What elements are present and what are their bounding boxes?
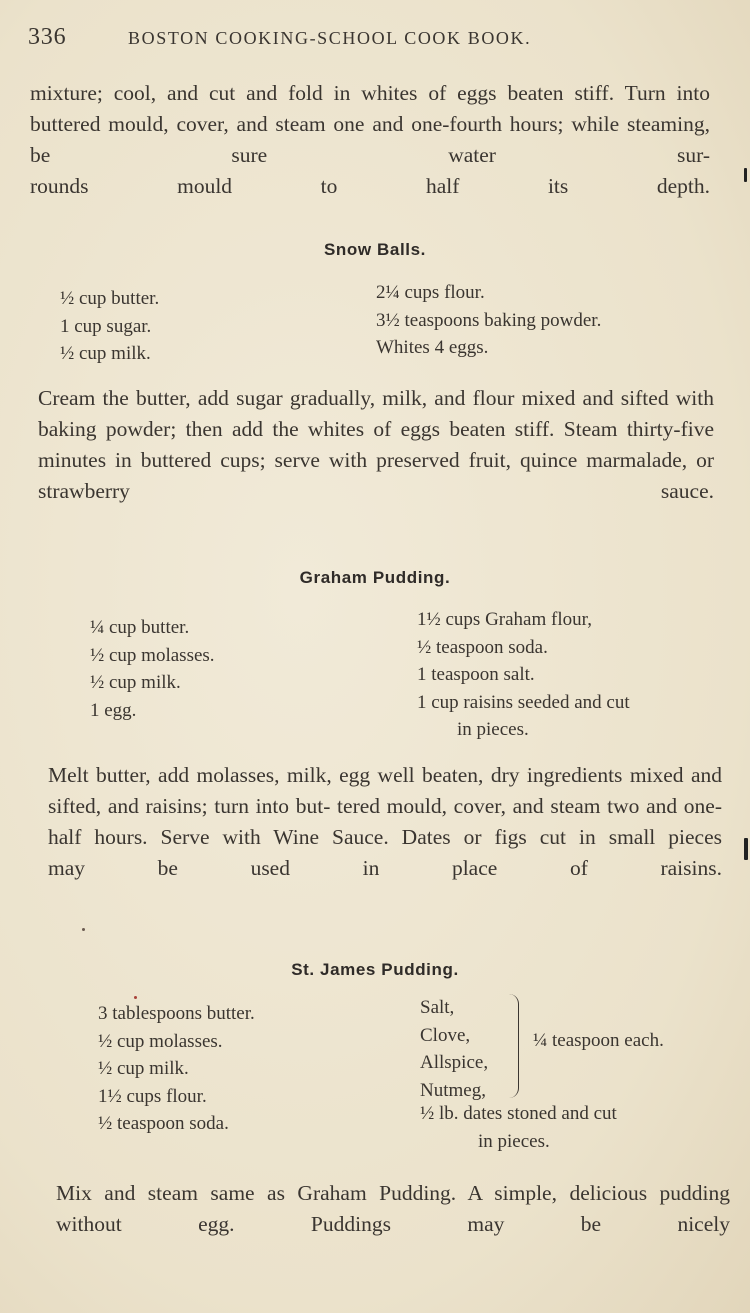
ingredients-right-graham-pudding bbox=[417, 606, 630, 744]
page-edge-mark bbox=[744, 168, 747, 182]
ingredient: ½ cup molasses. bbox=[90, 644, 215, 666]
ingredient: 1 egg. bbox=[90, 699, 137, 721]
ingredient: in pieces. bbox=[478, 1130, 550, 1152]
ingredient: 3½ teaspoons baking powder. bbox=[376, 309, 602, 331]
ingredient: ½ teaspoon soda. bbox=[417, 636, 548, 658]
page-edge-mark bbox=[744, 838, 748, 860]
ingredients-left-graham-pudding bbox=[90, 614, 215, 724]
ingredient: 1 teaspoon salt. bbox=[417, 664, 535, 685]
spice: Allspice, bbox=[420, 1052, 489, 1073]
ingredient: 1 cup sugar. bbox=[60, 315, 152, 337]
recipe-title-st-james-pudding: St. James Pudding. bbox=[291, 960, 459, 979]
spice-list bbox=[420, 994, 488, 1104]
spice: Nutmeg, bbox=[420, 1079, 486, 1101]
ingredient: ½ cup molasses. bbox=[98, 1030, 223, 1052]
ingredients-left-st-james-pudding bbox=[98, 1000, 255, 1138]
brace-mark bbox=[508, 994, 519, 1098]
method-graham-pudding: Melt butter, add molasses, milk, egg well beaten, dry ingredients mixed and sifted, and raisins; turn into but- tered mould, cover, and steam two and one-half hours. Serve with Wine Sauce. Dates or figs cut in small pieces may be used in place of raisins. bbox=[48, 763, 722, 880]
ingredient: 1½ cups flour. bbox=[98, 1085, 207, 1107]
ink-speck bbox=[134, 996, 137, 999]
intro-paragraph: mixture; cool, and cut and fold in whites of eggs beaten stiff. Turn into buttered mould, cover, and steam one and one-fourth hours; while steaming, be sure water sur- rounds mould to half its depth. bbox=[30, 81, 710, 198]
recipe-title-snow-balls: Snow Balls. bbox=[323, 240, 426, 259]
ingredients-left-snow-balls bbox=[60, 285, 159, 368]
ingredient: Whites 4 eggs. bbox=[376, 337, 489, 358]
spice: Clove, bbox=[420, 1024, 471, 1046]
running-title: BOSTON COOKING-SCHOOL COOK BOOK. bbox=[128, 28, 532, 48]
ingredient: in pieces. bbox=[457, 719, 529, 740]
ingredient: ½ cup butter. bbox=[60, 288, 160, 309]
ingredients-right-st-james-pudding bbox=[420, 1100, 617, 1155]
page-number: 336 bbox=[28, 24, 67, 50]
method-st-james-pudding: Mix and steam same as Graham Pudding. A simple, delicious pudding without egg. Puddings may be nicely bbox=[56, 1181, 730, 1236]
page-header bbox=[28, 24, 728, 58]
ingredients-right-snow-balls bbox=[376, 279, 601, 362]
ingredient: ¼ cup butter. bbox=[90, 617, 190, 638]
ingredient: ½ cup milk. bbox=[98, 1058, 189, 1079]
ingredient: 3 tablespoons butter. bbox=[98, 1003, 255, 1024]
method-snow-balls: Cream the butter, add sugar gradually, milk, and flour mixed and sifted with baking powder; then add the whites of eggs beaten stiff. Steam thirty-five minutes in buttered cups; serve with preserved fruit, quince marmalade, or strawberry sauce. bbox=[38, 386, 715, 503]
ingredient: ½ cup milk. bbox=[90, 672, 181, 693]
ingredient: ½ cup milk. bbox=[60, 343, 151, 364]
spice-amount: ¼ teaspoon each. bbox=[533, 1030, 664, 1051]
ingredient: 2¼ cups flour. bbox=[376, 282, 485, 303]
ingredient: 1½ cups Graham flour, bbox=[417, 609, 592, 630]
recipe-title-graham-pudding: Graham Pudding. bbox=[299, 568, 451, 587]
ingredient: ½ lb. dates stoned and cut bbox=[420, 1103, 617, 1124]
ingredient: 1 cup raisins seeded and cut bbox=[417, 691, 630, 713]
spice: Salt, bbox=[420, 997, 455, 1018]
ingredient: ½ teaspoon soda. bbox=[98, 1113, 229, 1134]
ink-speck bbox=[82, 928, 85, 931]
